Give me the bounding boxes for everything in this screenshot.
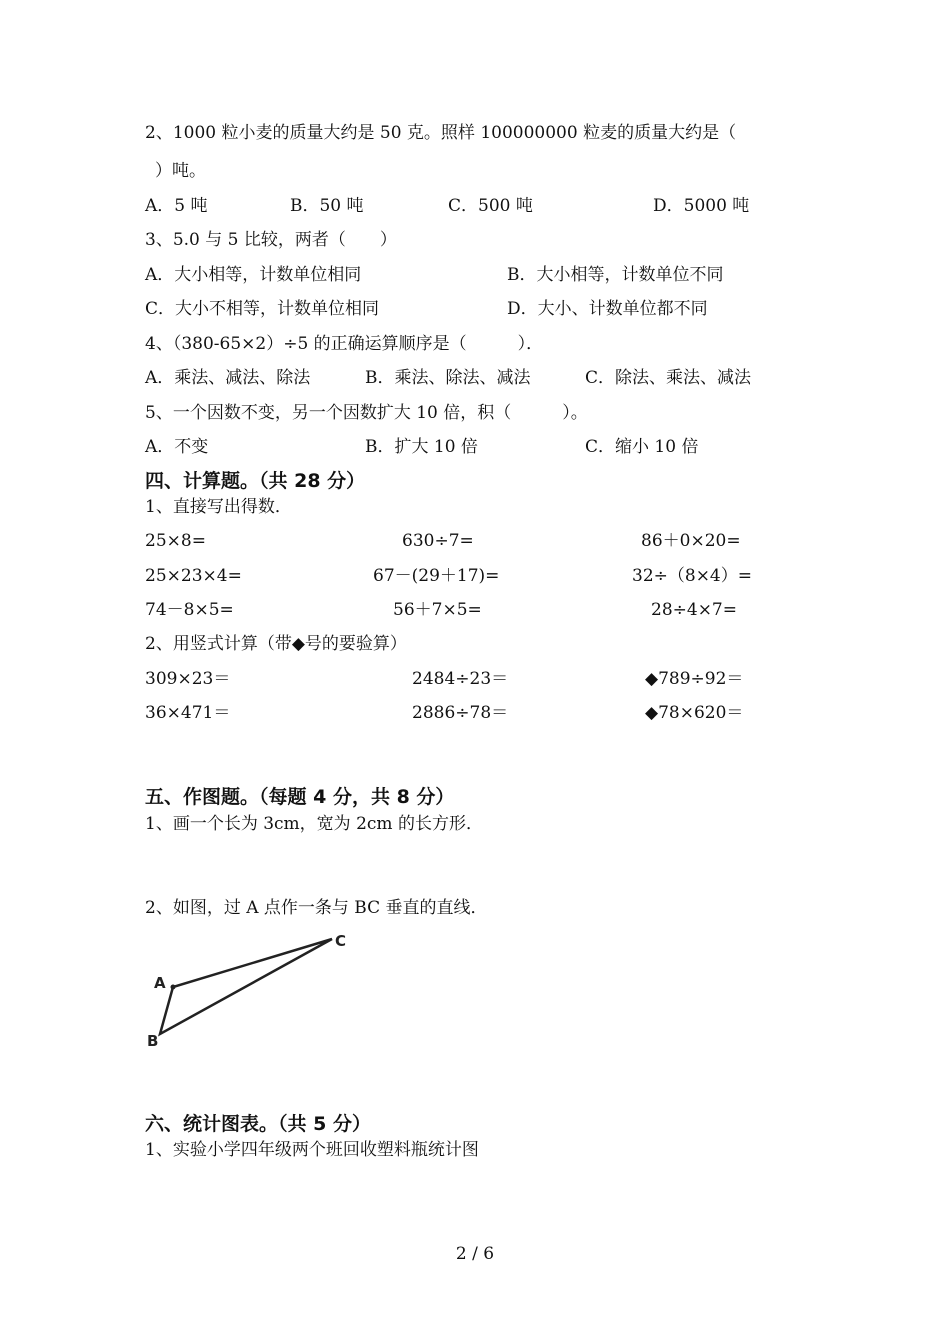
q3-stem: 3、5.0 与 5 比较，两者（ ） — [145, 230, 397, 250]
q3-option-c: C．大小不相等，计数单位相同 — [145, 299, 380, 319]
q3-option-a: A．大小相等，计数单位相同 — [145, 265, 362, 285]
triangle-figure — [140, 922, 360, 1057]
label-a: A — [154, 974, 166, 992]
calc-item: 67－(29＋17)= — [373, 566, 500, 586]
vertical-calc-item: ◆78×620＝ — [645, 703, 744, 723]
q2-stem-line1: 2、1000 粒小麦的质量大约是 50 克。照样 100000000 粒麦的质量大约是（ — [145, 123, 737, 143]
q5-stem: 5、一个因数不变，另一个因数扩大 10 倍，积（ ）。 — [145, 403, 588, 423]
q4-option-b: B．乘法、除法、减法 — [365, 368, 531, 388]
q2-option-b: B．50 吨 — [290, 196, 364, 216]
calc-item: 28÷4×7= — [651, 600, 737, 620]
q2-option-c: C．500 吨 — [448, 196, 533, 216]
q4-option-a: A．乘法、减法、除法 — [145, 368, 311, 388]
section6-part1: 1、实验小学四年级两个班回收塑料瓶统计图 — [145, 1140, 479, 1160]
vertical-calc-item: 36×471＝ — [145, 703, 231, 723]
section4-title: 四、计算题。（共 28 分） — [145, 470, 366, 492]
calc-item: 32÷（8×4）= — [632, 566, 752, 586]
label-c: C — [335, 932, 347, 950]
q3-option-d: D．大小、计数单位都不同 — [507, 299, 708, 319]
q5-option-b: B．扩大 10 倍 — [365, 437, 478, 457]
q5-option-c: C．缩小 10 倍 — [585, 437, 699, 457]
q2-option-a: A．5 吨 — [145, 196, 208, 216]
vertical-calc-item: 2484÷23＝ — [412, 669, 509, 689]
calc-item: 56＋7×5= — [393, 600, 482, 620]
section5-part2: 2、如图，过 A 点作一条与 BC 垂直的直线． — [145, 898, 488, 918]
q4-option-c: C．除法、乘法、减法 — [585, 368, 752, 388]
calc-item: 630÷7= — [402, 531, 474, 551]
calc-item: 86＋0×20= — [641, 531, 741, 551]
calc-item: 74－8×5= — [145, 600, 234, 620]
vertical-calc-item: 2886÷78＝ — [412, 703, 509, 723]
triangle-abc — [160, 939, 332, 1034]
q2-option-d: D．5000 吨 — [653, 196, 750, 216]
section4-part2: 2、用竖式计算（带◆号的要验算） — [145, 634, 407, 654]
calc-item: 25×23×4= — [145, 566, 242, 586]
q5-option-a: A．不变 — [145, 437, 209, 457]
vertical-calc-item: ◆789÷92＝ — [645, 669, 744, 689]
q2-stem-line2: ）吨。 — [155, 161, 206, 181]
point-a — [171, 985, 176, 990]
q4-stem: 4、（380-65×2）÷5 的正确运算顺序是（ ）． — [145, 334, 544, 354]
label-b: B — [147, 1032, 159, 1050]
section6-title: 六、统计图表。（共 5 分） — [145, 1113, 371, 1135]
page-number: 2 / 6 — [455, 1244, 495, 1264]
section5-title: 五、作图题。（每题 4 分，共 8 分） — [145, 786, 455, 808]
q3-option-b: B．大小相等，计数单位不同 — [507, 265, 724, 285]
section4-part1: 1、直接写出得数． — [145, 497, 292, 517]
section5-part1: 1、画一个长为 3cm，宽为 2cm 的长方形． — [145, 814, 483, 834]
vertical-calc-item: 309×23＝ — [145, 669, 231, 689]
calc-item: 25×8= — [145, 531, 206, 551]
